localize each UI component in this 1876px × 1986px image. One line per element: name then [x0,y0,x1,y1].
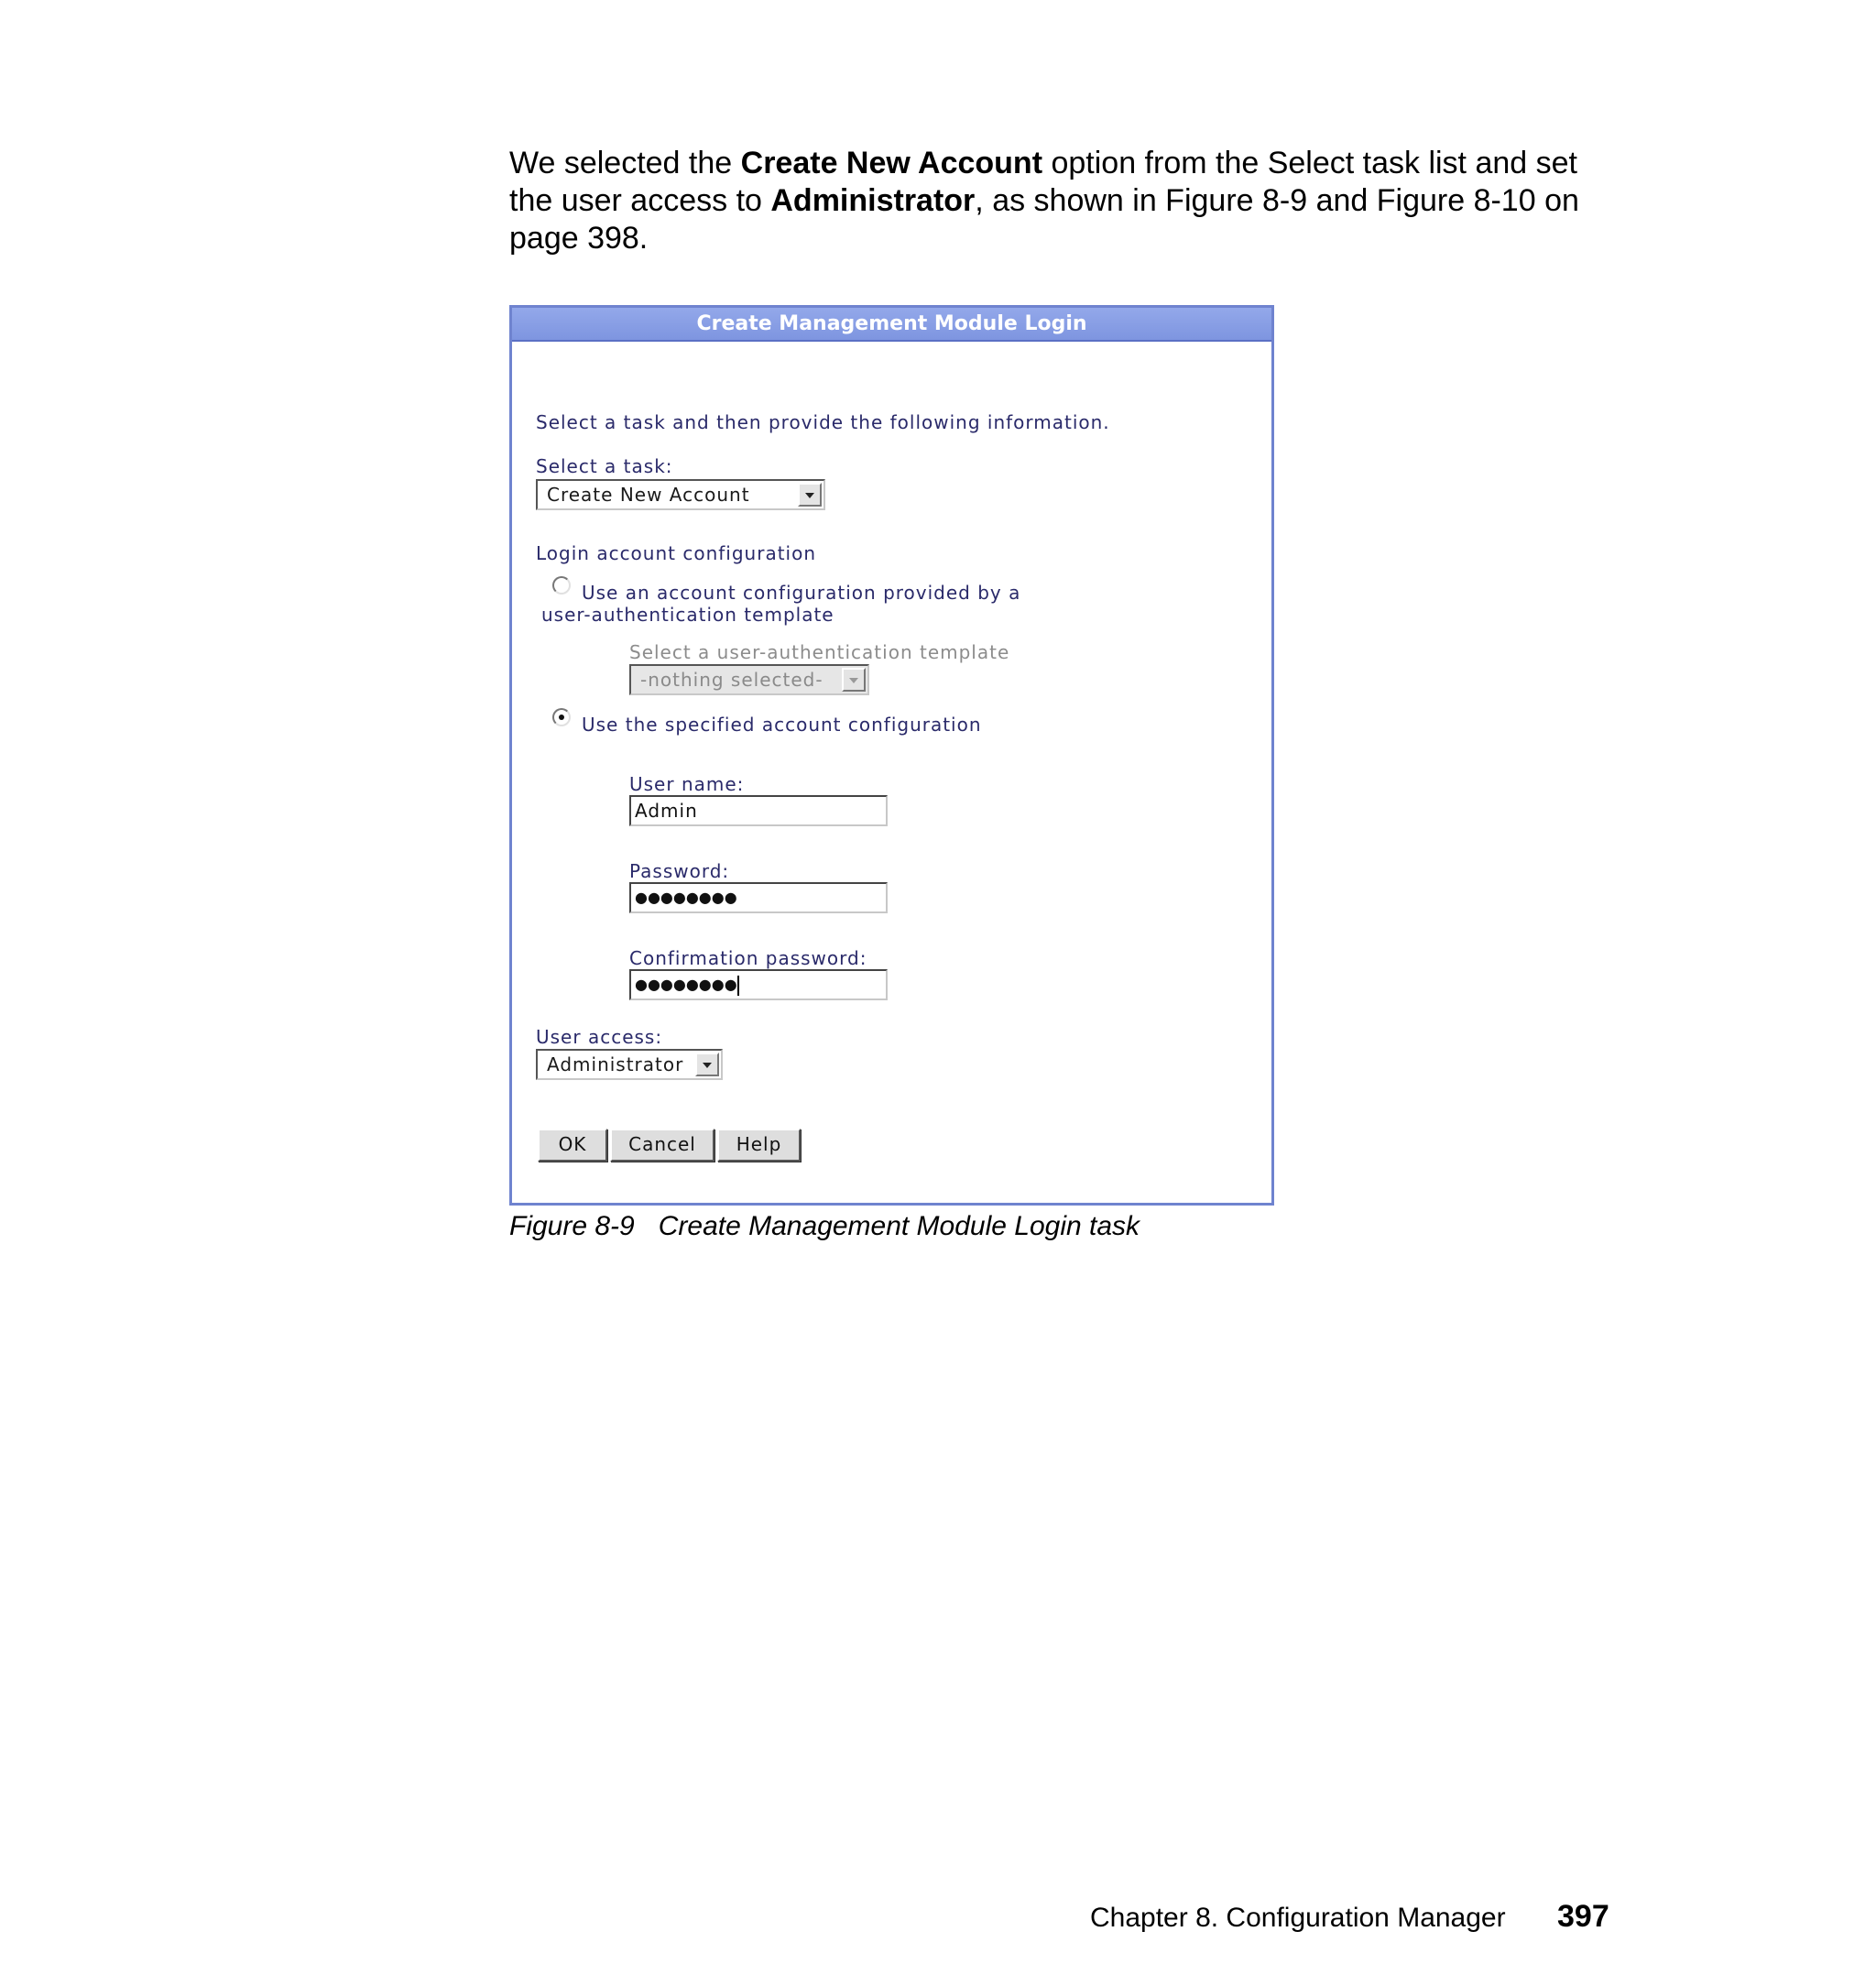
instruction-text: Select a task and then provide the following information. [536,411,1110,433]
create-login-dialog [509,305,1274,1206]
radio-template-label-line1: Use an account configuration provided by a [582,582,1021,604]
text-caret [737,976,739,996]
dialog-title-bar: Create Management Module Login [512,308,1271,342]
confirm-password-label: Confirmation password: [629,947,867,969]
footer-chapter: Chapter 8. Configuration Manager [1090,1903,1506,1933]
confirm-password-input[interactable] [629,969,888,1000]
figure-caption [509,1211,1140,1242]
template-select-label: Select a user-authentication template [629,641,1010,663]
task-label: Select a task: [536,455,673,477]
ok-button[interactable]: OK [538,1129,607,1162]
template-select [629,664,869,695]
user-access-label: User access: [536,1026,663,1048]
help-button[interactable]: Help [717,1129,801,1162]
password-input[interactable]: ●●●●●●●● [629,882,888,913]
user-access-select[interactable] [536,1049,723,1080]
chevron-down-icon [842,668,866,692]
task-select[interactable] [536,479,825,510]
chevron-down-icon[interactable] [695,1053,719,1076]
confirm-password-value: ●●●●●●●● [635,976,737,993]
page-number: 397 [1557,1899,1609,1934]
radio-use-template[interactable] [552,576,571,595]
dialog-body [512,342,1271,1207]
username-input[interactable]: Admin [629,795,888,826]
template-select-value: -nothing selected- [640,669,823,691]
task-select-value: Create New Account [547,484,750,506]
radio-use-specified[interactable] [552,708,571,726]
intro-bold-access: Administrator [770,183,976,218]
figure-number: Figure 8-9 [509,1211,635,1241]
password-label: Password: [629,860,730,882]
user-access-select-value: Administrator [547,1053,684,1075]
radio-template-label-line2: user-authentication template [541,604,834,626]
chevron-down-icon[interactable] [798,483,822,507]
figure-title: Create Management Module Login task [658,1211,1140,1241]
login-config-label: Login account configuration [536,542,817,564]
intro-bold-task: Create New Account [740,146,1043,180]
username-label: User name: [629,773,745,795]
intro-paragraph: We selected the Create New Account option from the Select task list and set the user access to Administrator, as shown in Figure 8-9 and Figure 8-10 on page 398. [509,146,1579,256]
radio-specified-label: Use the specified account configuration [582,714,982,736]
cancel-button[interactable]: Cancel [610,1129,714,1162]
